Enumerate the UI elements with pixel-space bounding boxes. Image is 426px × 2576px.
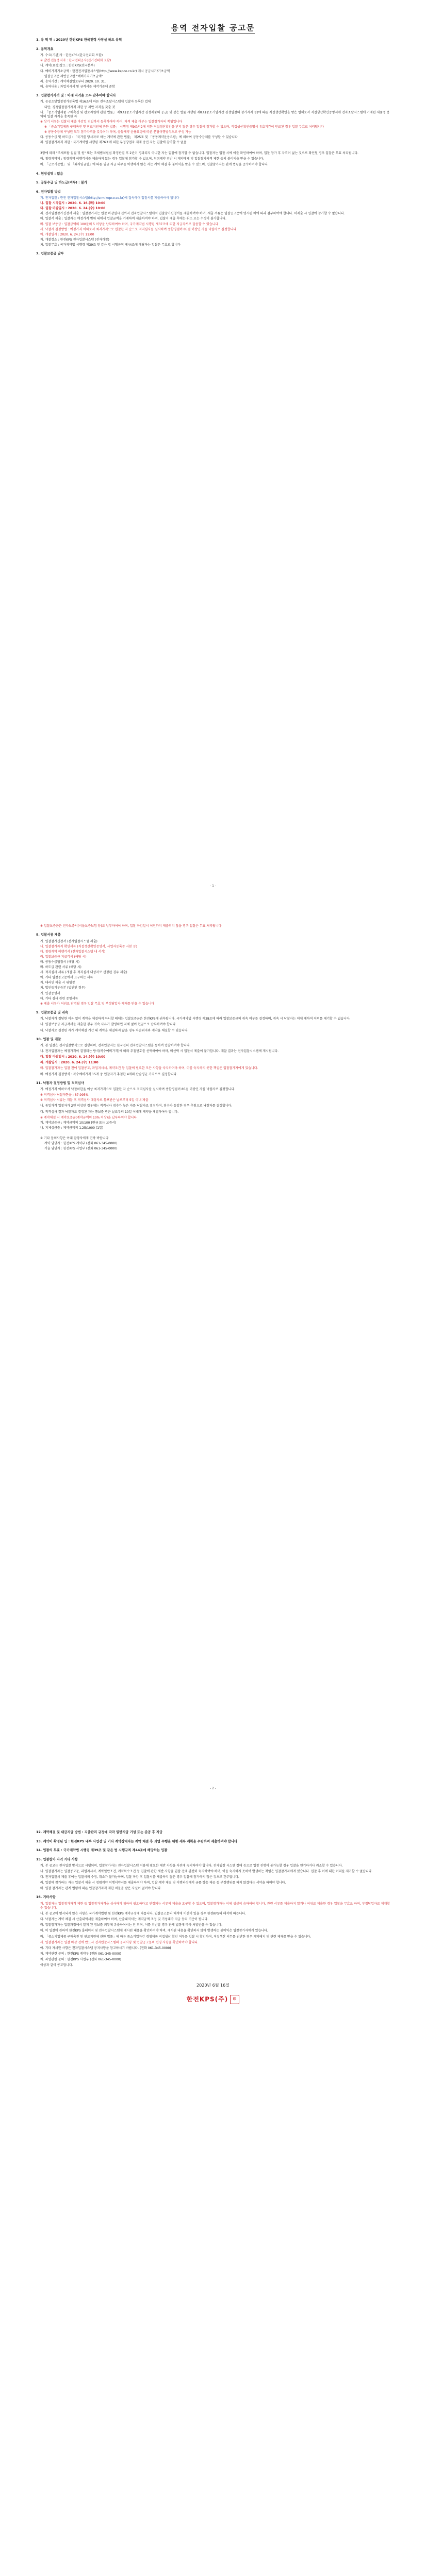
paragraph: 가. 본 공고는 전자입찰 방식으로 시행되며, 입찰참가자는 전자입찰시스템 이용에 필요한 제반 사항을 사전에 숙지하여야 합니다. 전자입찰 시스템 장애 등으로 입찰 진행이 불가능할 경우 입찰을 연기하거나 취소할 수 있습니다. [40,1864,343,1868]
list-item: ※ 적격심사 서류는 개찰 후 적격심사 대상자로 통보받은 날로부터 5일 이내 제출 [40,1098,149,1103]
list-item: ※ 계약체결 시 계약보증금(계약금액의 10% 이상)을 납부하여야 합니다 [40,1115,137,1120]
list-item: 다. 입찰 마감일시 : 2020. 6. 24.(수) 10:00 [40,207,106,211]
paragraph: 다. 낙찰자로 결정된 자가 계약체결 기간 내 계약을 체결하지 않을 경우 차순위자와 계약을 체결할 수 있습니다. [40,1028,189,1032]
page-2 [0,903,426,1805]
list-item: 라. 입찰참가자격 제한 : 국가계약법 시행령 제76조에 의한 부정당업자 제재 중인 자는 입찰에 참가할 수 없음 [40,141,187,145]
list-item: 마. 공동수급협정서 (해당 시) [40,960,80,964]
section-heading: 6. 전자입찰 방법 [36,190,61,194]
list-item: 나. 지체상금률 : 계약금액의 1.25/1000 (1일) [40,1126,104,1130]
spacer [36,146,390,150]
paragraph: 아. 기타 자세한 사항은 전자입찰시스템 공지사항을 참고하시기 바랍니다. (전화 061-345-0000) [40,1946,171,1950]
list-item: 아. 개찰일시 : 2020. 6. 24.(수) 11:00 [40,232,94,236]
page-body [36,38,390,256]
list-item: 다. 공동수급 및 하도급 : 「국가를 당사자로 하는 계약에 관한 법률」 제25조 및 「공동계약운용요령」에 의하여 공동수급체를 구성할 수 있습니다 [40,135,238,140]
list-item: 아. 기타 입찰공고문에서 요구하는 서류 [40,976,93,980]
section-heading: 16. 기타사항 [36,1895,56,1900]
paragraph: 사. 입찰참가자는 입찰 마감 전에 반드시 전자입찰시스템의 공지사항 및 입찰공고문의 변경 사항을 확인하여야 합니다. [40,1940,199,1944]
paragraph: 마. 청렴계약제 : 청렴계약 이행각서를 제출하지 않는 경우 입찰에 참가할 수 없으며, 청렴계약 위반 시 계약해제 및 입찰참가자격 제한 등의 불이익을 받을 수 있습니다. [40,157,265,161]
paragraph: 3항에 따라 "조세포탈 실질 및 원" 또는 조세범처벌법 확정판결 후 2년이 경과되지 아니한 자는 입찰에 참가할 수 없습니다. 입찰자는 입찰 시에 이를 확인하여야 하며, 입찰 참가 후 자격이 없는 것으로 확인될 경우 입찰은 무효 처리됩니다. [40,151,358,156]
page-number: - 1 - [210,884,216,888]
list-item: 가. 공공조달입찰참가등록법 제16조에 따른 전자조달시스템에 입찰자 등록한 업체 [40,100,151,104]
section-heading: 12. 계약체결 및 대금지급 방법 : 지출관리 규정에 따라 일반지급 기성 또는 준공 후 지급 [36,1831,163,1834]
company-seal: 印 [230,1995,239,2004]
paragraph: 마. 이 입찰에 관하여 한전KPS 홈페이지 및 전자입찰시스템에 게시된 내용을 확인하여야 하며, 게시된 내용을 확인하지 않아 발생하는 불이익은 입찰참가자에게 있습니다. [40,1929,268,1933]
paragraph: 나. 입찰보증금 지급각서를 제출한 경우 귀속 사유가 발생하면 지체 없이 현금으로 납부하여야 합니다. [40,1023,177,1027]
issue-date: 2020년 6월 16일 [196,1983,230,1988]
paragraph: 다. 적격심사 결과 낙찰자로 결정된 자는 통보를 받은 날로부터 10일 이내에 계약을 체결하여야 합니다. [40,1110,179,1114]
section-heading: 15. 입찰참가 자격 기타 사항 [36,1857,78,1861]
list-item: 가. 계약보증금 : 계약금액의 10/100 (현금 또는 보증서) [40,1121,117,1125]
list-item: 차. 입찰무효 : 국가계약법 시행령 제39조 및 같은 법 시행규칙 제44조에 해당하는 입찰은 무효로 합니다 [40,243,181,247]
list-item: ※ 제출 서류가 허위로 판명될 경우 입찰 무효 및 부정당업자 제재를 받을 수 있습니다 [40,1002,155,1006]
document-title [36,23,390,33]
list-item: 라. 입찰보증금 지급각서 (해당 시) [40,955,87,959]
list-item: 차. 법인등기부등본 (법인인 경우) [40,986,86,990]
list-item: 가. 입찰참가신청서 (전자입찰시스템 제출) [40,939,97,943]
list-item: 나. 입찰참가자격 확인서류 (직접생산확인증명서, 사업자등록증 사본 등) [40,944,138,948]
paragraph: 라. 입찰에 참가하는 자는 입찰서 제출 시 청렴계약 이행서약서를 제출하여야 하며, 입찰·계약 체결 및 이행과정에서 금품·향응 제공 등 부정행위를 하지 않겠다는 서약을 하여야 합니다. [40,1881,286,1885]
paragraph: 가. 입찰자는 입찰참가자격 제한 등 입찰참가자격을 심사하기 위하여 필요하다고 인정되는 서류의 제출을 요구할 수 있으며, 입찰참가자는 이에 성실히 응하여야 합니다. 관련 서류를 제출하지 않거나 허위로 제출한 경우 입찰을 무효로 하며, 부정당업자로 제재할 수 있습니다. [40,1902,390,1910]
paragraph: 나. 입찰참가자는 입찰공고문, 과업지시서, 계약일반조건, 계약특수조건 등 입찰에 관한 제반 사항을 입찰 전에 완전히 숙지하여야 하며, 이를 숙지하지 못하여 발생하는 책임은 입찰참가자에게 있습니다. 입찰 후 이에 대한 이의를 제기할 수 없습니다. [40,1870,373,1874]
section-heading: 1. 용 역 명 : 2020년 한전KPS 한국전력 사장실 하드 용역 [36,38,122,42]
page-1 [0,0,426,903]
list-item: 가. 전자입찰 : 한전 전자입찰시스템(http://srm.kepco.co.kr)에 접속하여 입찰서를 제출하여야 합니다 [40,196,179,200]
paragraph: 마. 입찰 참가자는 관계 법령에 따른 입찰참가자격 제한 처분을 받은 사실이 없어야 합니다. [40,1887,162,1891]
section-heading: 7. 입찰보증금 납부 [36,251,64,256]
paragraph: 라. 개찰일시 : 2020. 6. 24.(수) 11:00 [40,1061,99,1065]
paragraph: 바. 「근로기준법」 및 「최저임금법」에 따른 임금 지급 의무를 이행하지 않은 자는 계약 체결 후 불이익을 받을 수 있으며, 입찰참가자는 관계 법령을 준수하여야 합니다. [40,163,269,167]
list-item: 자. 개찰장소 : 한전KPS 전자입찰시스템 (전자개찰) [40,238,109,242]
list-item: 바. 입찰 보증금 : 입찰금액의 100분의 5 이상을 납부하여야 하며, 국가계약법 시행령 제37조에 의한 지급각서로 갈음할 수 있습니다 [40,222,219,226]
list-item: ※ 적격심사 낙찰하한율 : 87.995% [40,1093,89,1097]
paragraph: 라. 입찰참가자는 입찰과정에서 알게 된 정보를 외부에 유출하여서는 안 되며, 이를 위반할 경우 관계 법령에 따라 처벌받을 수 있습니다. [40,1923,223,1927]
section-heading: 3. 입찰참가자격 및 : 아래 자격을 모두 갖추어야 합니다 [36,93,116,97]
list-item: 나. 「중소기업제품 구매촉진 및 판로지원에 관한 법률」 제9조(중소기업자간 경쟁제품의 공급) 및 같은 법률 시행령 제8조(중소기업자간 경쟁입찰의 참가자격 등)에 따른 직접생산확인을 받은 업체로서 직접생산확인증명서에 전자조달시스템에 기재된 제품명 용역의 입찰 자격을 충족한 자 [40,110,390,118]
paragraph: 차. 과업관련 문의 : 한전KPS 사업부 (전화 061-345-0000) [40,1957,121,1961]
list-item: 라. 용역기간 : 계약체결일로부터 2020. 10. 31. [40,79,106,83]
list-item: 사. 적격심사 서류 (개찰 후 적격심사 대상자로 선정된 경우 제출) [40,971,127,975]
section-heading: 10. 입찰 및 개찰 [36,1037,61,1041]
section-heading: 11. 낙찰자 결정방법 및 적격심사 [36,1081,84,1085]
spacer [36,1131,390,1136]
paragraph: 자. 계약관련 문의 : 한전KPS 계약부 (전화 061-345-0000) [40,1952,121,1956]
paragraph: 바. 예정가격 결정방식 : 복수예비가격 15개 중 입찰자가 추첨한 4개의 산술평균 가격으로 결정합니다. [40,1072,178,1076]
page-body [36,1831,390,1968]
paragraph: 가. 낙찰자가 정당한 이유 없이 계약을 체결하지 아니할 때에는 입찰보증금은 한전KPS에 귀속됩니다. 국가계약법 시행령 제38조에 따라 입찰보증금의 귀속 여부를 결정하며, 귀속 시 낙찰자는 이에 대하여 이의를 제기할 수 없습니다. [40,1017,351,1021]
list-item: ※ 상기 서류는 입찰서 제출 마감일 전일까지 등록하여야 하며, 자격 제출 여부는 입찰참가자의 책임입니다 [40,120,183,124]
list-item: 타. 기타 심사 관련 증빙서류 [40,996,78,1001]
section-heading: 9. 입찰보증금 및 귀속 [36,1010,69,1014]
list-item: 마. 용역내용 : 과업지시서 및 규격서를 제작기준에 준함 [40,84,115,89]
section-heading: 8. 입찰서류 제출 [36,933,61,937]
paragraph: 가. 예정가격 이하로서 낙찰하한율 이상 최저가격으로 입찰한 자 순으로 적격심사를 실시하여 종합평점이 85점 이상인 자를 낙찰자로 결정합니다. [40,1088,236,1092]
list-item: ※ 발전 전문용역자 : 한국전력공사(전기전력회 포함) [40,59,111,63]
list-item: 마. 입찰서 제출 : 입찰자는 예정가격 범위 내에서 입찰금액을 기재하여 제출하여야 하며, 입찰서 제출 후에는 취소 또는 수정이 불가합니다. [40,217,226,221]
list-item: 계약 담당자 : 한전KPS 계약부 (전화 061-345-0000) [44,1142,118,1145]
list-item: 바. 하도급 관련 서류 (해당 시) [40,965,81,970]
list-item: 가. 수요(기관)자 : 한전KPS (한국전력회 포함) [40,54,103,58]
document-title-text: 용역 전자입찰 공고문 [171,23,255,34]
list-item: 카. 인감증명서 [40,991,60,995]
issuer-company-name: 한전KPS(주) [186,1995,228,2003]
page-number: - 2 - [210,1786,216,1790]
paragraph: 나. 본 공고에 명시되지 않은 사항은 국가계약법령 및 한전KPS 계약규정에 따릅니다. 입찰공고문의 해석에 이견이 있을 경우 한전KPS의 해석에 따릅니다. [40,1912,246,1916]
paragraph: 가. 본 입찰은 전자입찰방식으로 집행하며, 전자입찰자는 한국전력 전자입찰시스템을 통하여 입찰하여야 합니다. [40,1044,191,1048]
paragraph: 다. 전자입찰서 제출 후에는 입찰서의 수정, 취소가 불가능하며, 입찰 마감 후 입찰서를 제출하지 않은 경우 입찰에 참가하지 않은 것으로 간주합니다. [40,1875,239,1879]
paragraph: 다. 입찰 마감일시 : 2020. 6. 24.(수) 10:00 [40,1055,106,1059]
list-item: 다. 청렴계약 이행각서 (전자입찰시스템 내 서식) [40,950,106,954]
list-item: 다. 예비가격기초금액 : 한전전자입찰시스템(http://www.kepco.co.kr) 게시 공급시기/기초금액 [40,69,170,73]
section-heading: 14. 입찰의 무효 : 국가계약법 시행령 제39조 및 같은 법 시행규칙 제44조에 해당하는 입찰 [36,1849,168,1852]
page-3 [0,1805,426,2576]
paragraph: 나. 전자입찰자는 예정가격이 결정되는 방식(복수예비가격)에 따라 추첨번호를 선택하여야 하며, 미선택 시 입찰서 제출이 불가합니다. 개찰 결과는 전자입찰시스템에 게시됩니다. [40,1049,279,1054]
list-item: 입찰공고문 제반공고란 "예비가격기초금액" [44,74,103,78]
paragraph: 마. 입찰참가자는 입찰 전에 입찰공고, 과업지시서, 계약조건 등 입찰에 필요한 모든 사항을 숙지하여야 하며, 이를 숙지하지 못한 책임은 입찰참가자에게 있습니다. [40,1066,258,1071]
list-item: 이상과 같이 공고합니다. [40,1963,73,1967]
page-body [36,924,390,1151]
list-item: ※ 입찰보증금은 전자보증서(서울보증보험 등)로 납부하여야 하며, 입찰 마감일시 이전까지 제출되지 않을 경우 입찰은 무효 처리됩니다 [40,924,222,928]
list-item: 라. 전자입찰참가신청서 제출 : 입찰참가자는 입찰 마감일시 전까지 전자입찰시스템에서 입찰참가신청서를 제출하여야 하며, 제출 서류는 입찰공고문에 명시된 바에 따라 첨부하여야 합니다. 미제출 시 입찰에 참가할 수 없습니다. [40,212,345,216]
paragraph: 다. 낙찰자는 계약 체결 시 산출내역서를 제출하여야 하며, 산출내역서는 계약금액 조정 및 기성대가 지급 등의 기준이 됩니다. [40,1918,209,1922]
note-line: ※ 「중소기업제품 구매촉진 및 판로지원에 관한 법률」 시행령 제9조의2에 의한 직접생산확인을 받지 않은 경우 입찰에 참가할 수 없으며, 직접생산확인증명서 유효기간이 만료된 경우 입찰 무효로 처리됩니다 [44,125,324,129]
list-item: 자. 대리인 제출 시 위임장 [40,981,75,985]
list-item: 기술 담당자 : 한전KPS 사업부 (전화 061-345-0000) [44,1147,118,1151]
paragraph: 나. 동일가격 입찰자가 2인 이상인 경우에는 적격심사 점수가 높은 자를 낙찰자로 결정하며, 점수가 동일한 경우 추첨으로 낙찰자를 결정합니다. [40,1104,233,1108]
note-line: ※ 공동수급체 구성원 모두 참가자격을 갖추어야 하며, 공동계약 운용요령에 따른 분담이행방식으로 구성 가능 [44,130,191,134]
section-heading: 4. 현장설명 : 없음 [36,172,63,176]
section-heading: 5. 공동수급 및 하도급(여부) : 불가 [36,181,88,185]
list-item: 다만, 경쟁입찰참가자격 제한 등 제반 자격을 갖출 것 [44,105,115,109]
list-item: 나. 계약(요청)장소 : 한전KPS(전국본부) [40,64,95,68]
section-heading: 2. 용역개요 [36,47,54,51]
list-item: 나. 입찰 시작일시 : 2020. 6. 16.(화) 10:00 [40,201,106,206]
list-item: 사. 낙찰자 결정방법 : 예정가격 이하로서 최저가격으로 입찰한 자 순으로 적격심사를 실시하여 종합평점이 85점 이상인 자를 낙찰자로 결정합니다 [40,227,237,231]
list-item: ※ 기타 문의사항은 아래 담당자에게 연락 바랍니다 [40,1136,109,1140]
issuer-company [36,1995,390,2004]
paragraph: 바. 「중소기업제품 구매촉진 및 판로지원에 관한 법률」에 따른 중소기업자간 경쟁제품 직접생산 확인 여부를 입찰 시 확인하며, 직접생산 의무를 위반한 경우 계약해지 및 관련 제재를 받을 수 있습니다. [40,1935,312,1939]
section-heading: 13. 계약이 확정된 입 : 한전KPS 내부 사업장 및 기타 계약상대자는 계약 체결 후 과업 수행을 위한 세부 계획을 수립하여 제출하여야 합니다 [36,1839,238,1843]
